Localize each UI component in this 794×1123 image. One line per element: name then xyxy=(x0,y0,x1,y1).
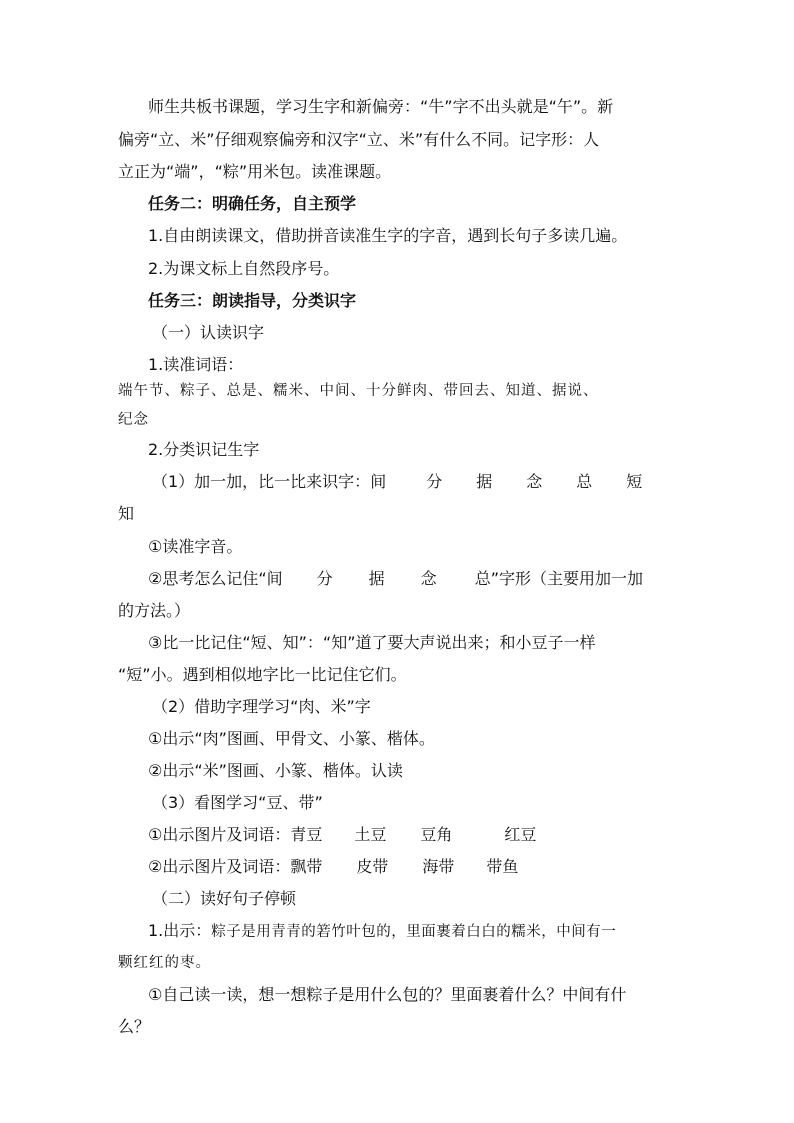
list-item: ②出示图片及词语：飘带 皮带 海带 带鱼 xyxy=(148,857,519,876)
list-item: ②出示“米”图画、小篆、楷体。认读 xyxy=(148,761,403,780)
char: 间 xyxy=(370,472,387,491)
char: 念 xyxy=(420,569,437,588)
word: 皮带 xyxy=(356,857,389,876)
paragraph-line: 的方法。） xyxy=(118,601,191,620)
add-compare-line xyxy=(152,472,642,492)
paragraph-line: 师生共板书课题，学习生字和新偏旁：“牛”字不出头就是“午”。新 xyxy=(148,97,614,116)
char: 分 xyxy=(316,569,333,588)
word: 豆角 xyxy=(420,825,453,844)
word: 红豆 xyxy=(504,825,537,844)
list-item: 2.分类识记生字 xyxy=(148,440,260,459)
word: 带鱼 xyxy=(486,857,519,876)
word: 海带 xyxy=(422,857,455,876)
task-heading: 任务二：明确任务，自主预学 xyxy=(148,194,357,213)
list-item: ①出示“肉”图画、甲骨文、小篆、楷体。 xyxy=(148,729,435,748)
paragraph-line: 么？ xyxy=(118,1017,151,1036)
task-heading: 任务三：朗读指导，分类识字 xyxy=(148,291,357,310)
list-item: ③比一比记住“短、知”：“知”道了要大声说出来；和小豆子一样 xyxy=(148,633,596,652)
word-list: 纪念 xyxy=(118,412,149,428)
paragraph-line: 立正为“端”，“粽”用米包。读准课题。 xyxy=(118,162,392,181)
char: 短 xyxy=(626,472,643,491)
paragraph-line: “短”小。遇到相似地字比一比记住它们。 xyxy=(118,665,407,684)
list-item: ①出示图片及词语：青豆 土豆 豆角 红豆 xyxy=(148,825,537,844)
list-item: ①读准字音。 xyxy=(148,537,243,556)
word: 飘带 xyxy=(290,857,323,876)
section-heading: （二）读好句子停顿 xyxy=(152,889,297,908)
list-item: 1.自由朗读课文，借助拼音读准生字的字音，遇到长句子多读几遍。 xyxy=(148,226,628,245)
word: 土豆 xyxy=(354,825,387,844)
word: 青豆 xyxy=(290,825,323,844)
sub-heading: （3）看图学习“豆、带” xyxy=(152,793,323,812)
sub-heading: （2）借助字理学习“肉、米”字 xyxy=(152,697,371,716)
list-item: ②思考怎么记住“间 分 据 念 总”字形（主要用加一加 xyxy=(148,569,643,588)
char: 念 xyxy=(526,472,543,491)
char: 总 xyxy=(576,472,593,491)
example-sentence: 颗红红的枣。 xyxy=(118,955,211,971)
list-item: ①自己读一读，想一想粽子是用什么包的？里面裹着什么？中间有什 xyxy=(148,985,627,1004)
list-item: 2.为课文标上自然段序号。 xyxy=(148,259,340,278)
char: 分 xyxy=(426,472,443,491)
list-item: 1.读准词语： xyxy=(148,355,244,374)
char: 据 xyxy=(368,569,385,588)
example-sentence: 粽子是用青青的箬竹叶包的，里面裹着白白的糯米，中间有一 xyxy=(211,924,617,940)
section-heading: （一）认读识字 xyxy=(152,323,265,342)
add-label: （1）加一加，比一比来识字： xyxy=(152,472,371,491)
char: 据 xyxy=(476,472,493,491)
word-list: 端午节、粽子、总是、糯米、中间、十分鲜肉、带回去、知道、据说、 xyxy=(118,383,599,399)
paragraph-line: 偏旁“立、米”仔细观察偏旁和汉字“立、米”有什么不同。记字形：人 xyxy=(118,130,600,149)
char: 知 xyxy=(118,504,135,523)
list-item: 1.出示：粽子是用青青的箬竹叶包的，里面裹着白白的糯米，中间有一 xyxy=(148,921,617,940)
